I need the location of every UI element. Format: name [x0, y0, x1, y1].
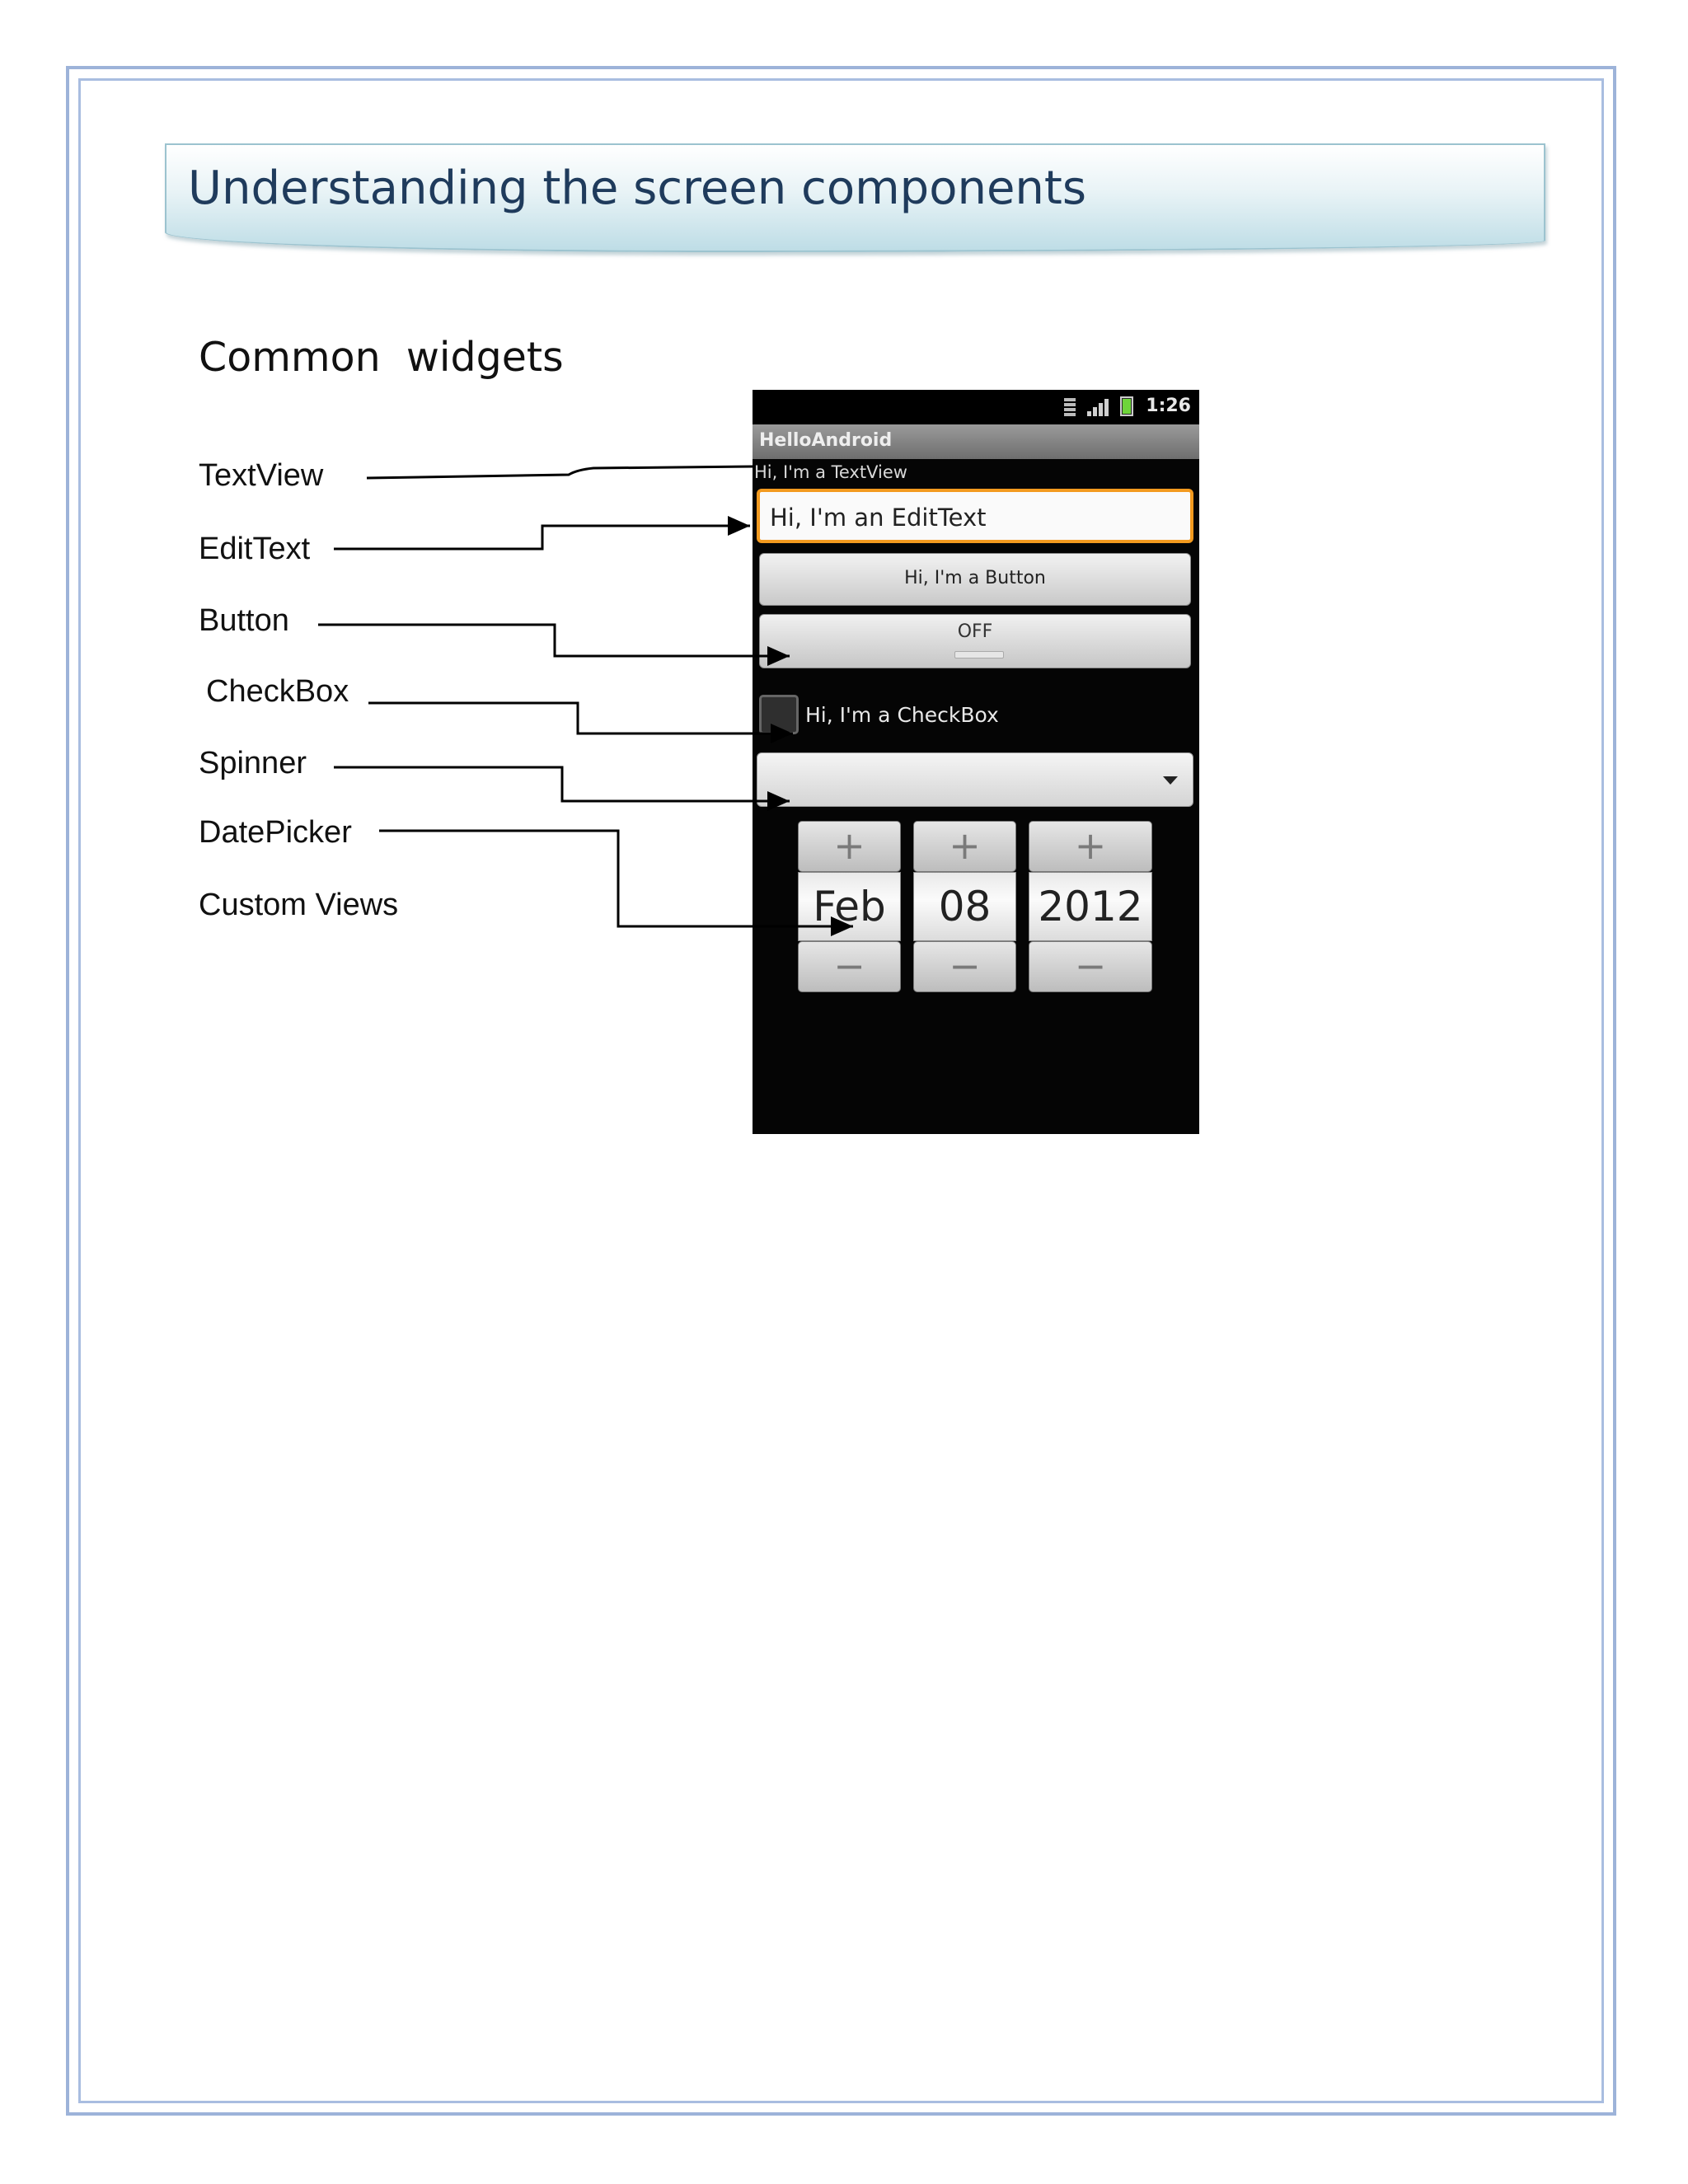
- button-callout-line: [318, 625, 790, 656]
- textview-widget: Hi, I'm a TextView: [754, 462, 907, 482]
- month-decrement-button[interactable]: −: [798, 941, 901, 992]
- year-decrement-button[interactable]: −: [1029, 941, 1152, 992]
- day-increment-button[interactable]: +: [913, 821, 1016, 872]
- datepicker-callout-line: [379, 831, 853, 926]
- year-value[interactable]: 2012: [1029, 872, 1152, 941]
- page-title: Understanding the screen components: [188, 162, 1087, 215]
- edittext-value: Hi, I'm an EditText: [770, 504, 987, 532]
- status-time: 1:26: [1146, 396, 1191, 416]
- day-decrement-button[interactable]: −: [913, 941, 1016, 992]
- checkbox-label: Hi, I'm a CheckBox: [805, 703, 999, 727]
- year-increment-button[interactable]: +: [1029, 821, 1152, 872]
- edittext-callout-line: [334, 526, 750, 549]
- checkbox-callout-line: [368, 703, 793, 733]
- month-value[interactable]: Feb: [798, 872, 901, 941]
- app-title: HelloAndroid: [759, 430, 893, 451]
- day-value[interactable]: 08: [913, 872, 1016, 941]
- label-datepicker: DatePicker: [199, 815, 352, 850]
- section-heading: Common widgets: [199, 334, 564, 381]
- label-button: Button: [199, 603, 289, 638]
- spinner-callout-line: [334, 767, 790, 801]
- month-increment-button[interactable]: +: [798, 821, 901, 872]
- label-checkbox: CheckBox: [206, 674, 349, 709]
- label-custom-views: Custom Views: [199, 888, 399, 922]
- label-textview: TextView: [199, 458, 324, 493]
- label-edittext: EditText: [199, 532, 311, 566]
- textview-callout-line: [367, 466, 754, 478]
- label-spinner: Spinner: [199, 746, 307, 780]
- toggle-label: OFF: [957, 621, 993, 642]
- button-label: Hi, I'm a Button: [904, 568, 1046, 588]
